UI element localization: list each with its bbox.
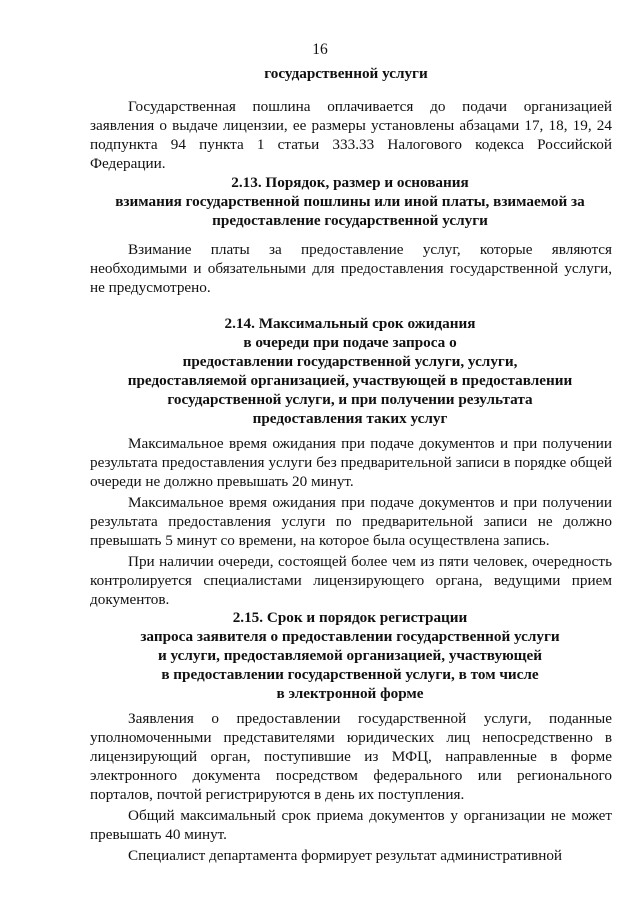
paragraph: При наличии очереди, состоящей более чем из пяти человек, очередность контролируется специалистами лицензирующего органа, ведущими прием документов. [90,553,612,608]
section-heading-2-14 [90,314,610,428]
heading-line: 2.13. Порядок, размер и основания [231,174,469,191]
section-heading-2-13 [90,173,610,230]
heading-line: взимания государственной пошлины или иной платы, взимаемой за [115,193,585,210]
section-heading-2-15 [90,608,610,703]
paragraph-fee [90,240,612,297]
heading-line: государственной услуги, и при получении результата [167,391,533,408]
paragraph: Заявления о предоставлении государственной услуги, поданные уполномоченными представителями юридических лиц непосредственно в лицензирующий орган, поступившие из МФЦ, направленные в форме электронного документа посредством федерального или регионального порталов, почтой регистрируются в день их поступления. [90,710,612,803]
heading-line: и услуги, предоставляемой организацией, участвующей [158,647,542,664]
heading-line: предоставляемой организацией, участвующей в предоставлении [127,372,573,389]
paragraph: Максимальное время ожидания при подаче документов и при получении результата предоставления услуги без предварительной записи в порядке общей очереди не должно превышать 20 минут. [90,435,612,490]
heading-line: 2.15. Срок и порядок регистрации [232,609,468,626]
heading-line: предоставлении государственной услуги, услуги, [182,353,518,370]
paragraphs-waiting-time [90,434,612,609]
heading-line: запроса заявителя о предоставлении государственной услуги [140,628,560,645]
heading-line: предоставления таких услуг [252,410,448,427]
heading-line: предоставление государственной услуги [212,212,488,229]
paragraph-state-duty [90,97,612,173]
heading-line: в очереди при подаче запроса о [243,334,457,351]
paragraph: Государственная пошлина оплачивается до подачи организацией заявления о выдаче лицензии, ее размеры установлены абзацами 17, 18, 19, 24 подпункта 94 пункта 1 статьи 333.33 Налогового кодекса Российской Федерации. [90,98,612,172]
heading-line: в электронной форме [276,685,424,702]
heading-line: в предоставлении государственной услуги, в том числе [161,666,539,683]
paragraph: Максимальное время ожидания при подаче документов и при получении результата предоставления услуги по предварительной записи не должно превышать 5 минут со времени, на которое была осуществлена запись. [90,494,612,549]
heading-line: 2.14. Максимальный срок ожидания [224,315,476,332]
paragraph: Специалист департамента формирует результат административной [128,847,563,864]
page-number: 16 [312,41,328,58]
paragraphs-registration [90,709,612,865]
paragraph: Взимание платы за предоставление услуг, которые являются необходимыми и обязательными для предоставления государственной услуги, не предусмотрено. [90,241,612,296]
paragraph: Общий максимальный срок приема документов у организации не может превышать 40 минут. [90,807,612,843]
continued-heading: государственной услуги [264,65,428,82]
